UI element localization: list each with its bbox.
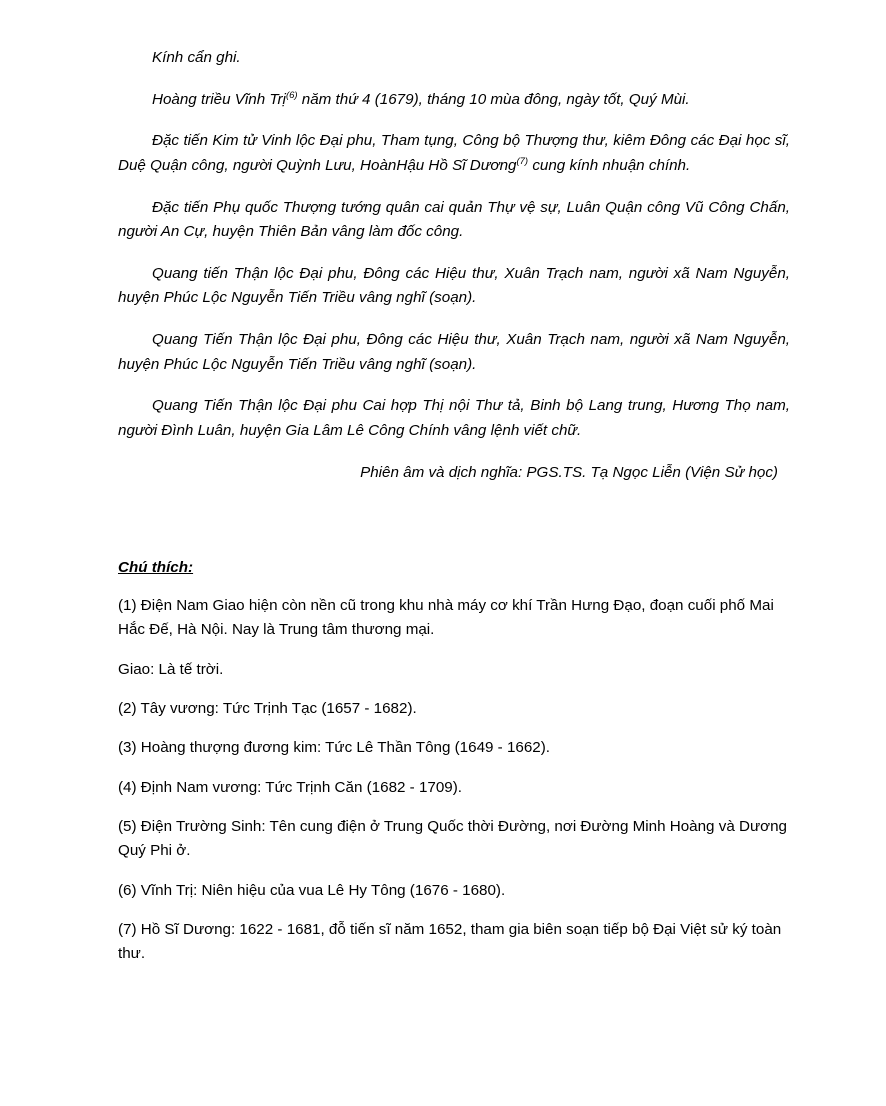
paragraph-dac-tien-phu-quoc: Đặc tiến Phụ quốc Thượng tướng quân cai quản Thự vệ sự, Luân Quận công Vũ Công Chấn, người An Cự, huyện Thiên Bản vâng làm đốc công. [118,198,790,241]
footnotes-heading: Chú thích: [118,559,194,577]
footnote-item: Giao: Là tế trời. [118,660,224,678]
footnote-item: (1) Điện Nam Giao hiện còn nền cũ trong khu nhà máy cơ khí Trần Hưng Đạo, đoạn cuối phố Mai Hắc Đế, Hà Nội. Nay là Trung tâm thương mại. [118,597,774,639]
paragraph-dac-tien-kim-tu [118,129,790,178]
paragraph-text-pre: Hoàng triều Vĩnh Trị [152,90,286,108]
footnotes-section [118,559,790,966]
translator-credit: Phiên âm và dịch nghĩa: PGS.TS. Tạ Ngọc Liễn (Viện Sử học) [360,463,778,481]
paragraph-quang-tien-than-loc-2: Quang Tiến Thận lộc Đại phu, Đông các Hiệu thư, Xuân Trạch nam, người xã Nam Nguyễn, huyện Phúc Lộc Nguyễn Tiến Triều vâng nghĩ (soạn). [118,331,790,373]
paragraph-text-post: năm thứ 4 (1679), tháng 10 mùa đông, ngày tốt, Quý Mùi. [297,90,690,108]
paragraph-text-post: cung kính nhuận chính. [528,156,691,174]
transcription-section [118,46,790,485]
footnote-item: (5) Điện Trường Sinh: Tên cung điện ở Trung Quốc thời Đường, nơi Đường Minh Hoàng và Dương Quý Phi ở. [118,818,787,860]
paragraph-text-pre: Đặc tiến Kim tử Vinh lộc Đại phu, Tham tụng, Công bộ Thượng thư, kiêm Đông các Đại học sĩ, Duệ Quận công, người Quỳnh Lưu, HoànHậu Hồ Sĩ Dương [118,132,790,174]
footnote-item: (2) Tây vương: Tức Trịnh Tạc (1657 - 1682). [118,700,417,718]
footnote-item: (7) Hồ Sĩ Dương: 1622 - 1681, đỗ tiến sĩ năm 1652, tham gia biên soạn tiếp bộ Đại Việt sử ký toàn thư. [118,920,782,963]
footnote-item: (3) Hoàng thượng đương kim: Tức Lê Thần Tông (1649 - 1662). [118,739,551,757]
footnote-marker-7: (7) [516,155,529,167]
footnote-item: (6) Vĩnh Trị: Niên hiệu của vua Lê Hy Tông (1676 - 1680). [118,881,506,899]
paragraph-kinh-can-ghi: Kính cẩn ghi. [152,49,241,66]
paragraph-quang-tien-than-loc-3: Quang Tiến Thận lộc Đại phu Cai hợp Thị nội Thư tả, Binh bộ Lang trung, Hương Thọ nam, người Đình Luân, huyện Gia Lâm Lê Công Chính vâng lệnh viết chữ. [118,397,790,439]
footnote-item: (4) Định Nam vương: Tức Trịnh Căn (1682 - 1709). [118,778,463,796]
paragraph-hoang-trieu-vinh-tri [118,88,790,113]
paragraph-quang-tien-than-loc-1: Quang tiến Thận lộc Đại phu, Đông các Hiệu thư, Xuân Trạch nam, người xã Nam Nguyễn, huyện Phúc Lộc Nguyễn Tiến Triều vâng nghĩ (soạn). [118,264,790,307]
footnote-marker-6: (6) [285,89,298,101]
